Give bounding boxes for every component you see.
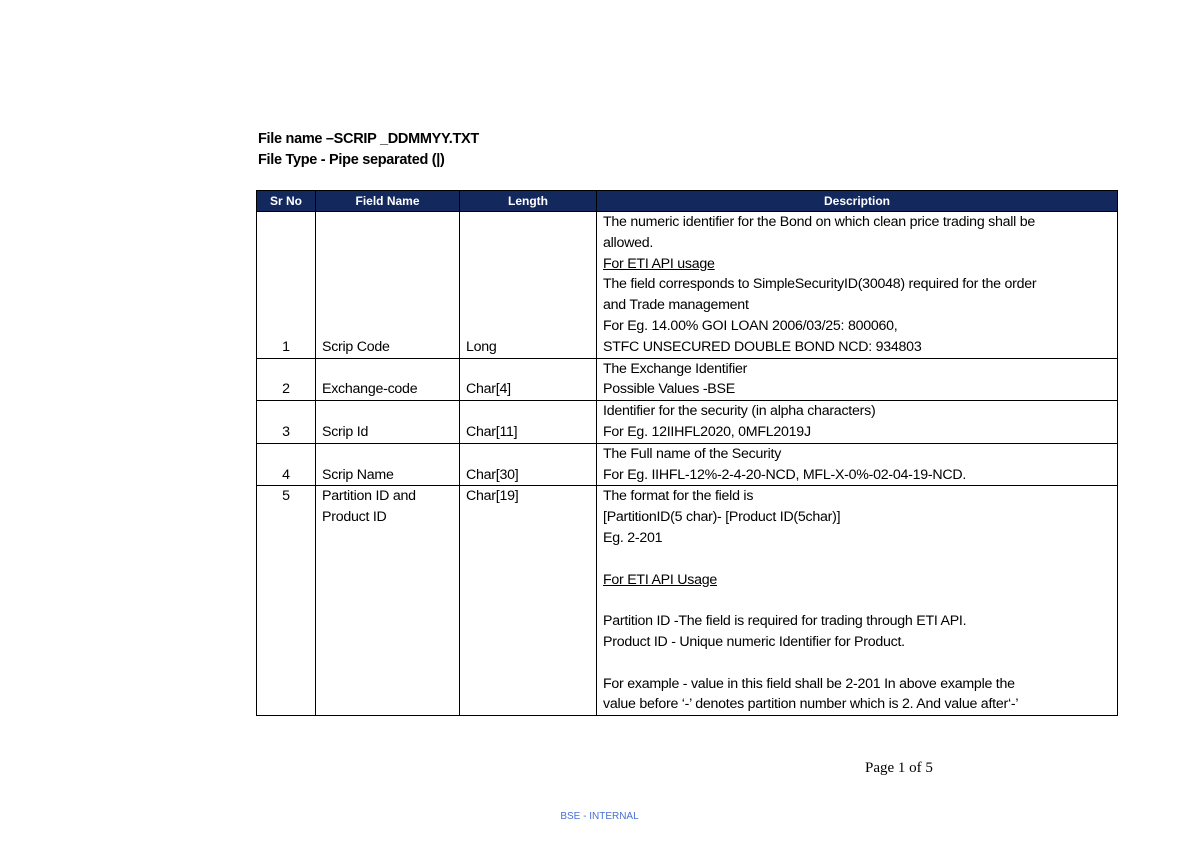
sr-no-cell: 4 [257, 443, 316, 486]
description-line: For Eg. 12IIHFL2020, 0MFL2019J [603, 423, 811, 440]
description-cell [597, 358, 1118, 401]
spacer [603, 653, 1113, 674]
table-row [257, 401, 1118, 444]
description-cell [597, 486, 1118, 716]
field-name-cell: Scrip Id [316, 401, 460, 444]
field-spec-table [256, 190, 1118, 716]
field-name-line: Partition ID and [322, 488, 416, 505]
description-cell [597, 401, 1118, 444]
page-number: Page 1 of 5 [865, 760, 933, 776]
description-line: For Eg. IIHFL-12%-2-4-20-NCD, MFL-X-0%-02-04-19-NCD. [603, 466, 967, 483]
description-line: Product ID - Unique numeric Identifier for Product. [603, 633, 905, 650]
description-cell [597, 212, 1118, 359]
description-line: allowed. [603, 234, 654, 251]
length-cell: Char[19] [460, 486, 597, 716]
field-name-line: Product ID [322, 509, 387, 526]
description-line: The numeric identifier for the Bond on which clean price trading shall be [603, 214, 1036, 230]
description-line: The field corresponds to SimpleSecurityID(30048) required for the order [603, 276, 1037, 293]
description-line: value before ‘-’ denotes partition number which is 2. And value after‘-’ [603, 696, 1019, 713]
sr-no-cell: 3 [257, 401, 316, 444]
table-row [257, 443, 1118, 486]
sr-no-cell: 1 [257, 212, 316, 359]
spacer [603, 590, 1113, 611]
length-cell: Char[11] [460, 401, 597, 444]
description-cell [597, 443, 1118, 486]
field-name-cell: Scrip Name [316, 443, 460, 486]
description-line: For example - value in this field shall be 2-201 In above example the [603, 675, 1015, 692]
description-line: The format for the field is [603, 488, 754, 505]
spacer [603, 549, 1113, 570]
field-name-cell: Scrip Code [316, 212, 460, 359]
sr-no-cell: 2 [257, 358, 316, 401]
file-type-line: File Type - Pipe separated (|) [258, 152, 445, 168]
classification-text: BSE - INTERNAL [560, 811, 639, 822]
length-cell: Char[30] [460, 443, 597, 486]
classification-label [0, 811, 1200, 822]
description-line: [PartitionID(5 char)- [Product ID(5char)] [603, 509, 841, 526]
table-row [257, 486, 1118, 716]
description-line: The Full name of the Security [603, 445, 782, 462]
length-cell: Char[4] [460, 358, 597, 401]
description-line: Identifier for the security (in alpha characters) [603, 403, 876, 420]
description-line: and Trade management [603, 297, 749, 314]
field-name-cell [316, 486, 460, 716]
table-header-row [257, 191, 1118, 212]
column-header-length: Length [460, 191, 597, 212]
description-line: Possible Values -BSE [603, 381, 735, 398]
description-line: Partition ID -The field is required for trading through ETI API. [603, 613, 967, 630]
column-header-field-name: Field Name [316, 191, 460, 212]
description-subheading: For ETI API usage [603, 255, 715, 272]
description-line: STFC UNSECURED DOUBLE BOND NCD: 934803 [603, 338, 922, 355]
sr-no-cell: 5 [257, 486, 316, 716]
length-cell: Long [460, 212, 597, 359]
description-line: Eg. 2-201 [603, 529, 663, 546]
table-row [257, 358, 1118, 401]
column-header-sr-no: Sr No [257, 191, 316, 212]
description-line: For Eg. 14.00% GOI LOAN 2006/03/25: 800060, [603, 317, 898, 334]
file-name-line: File name –SCRIP _DDMMYY.TXT [258, 131, 479, 147]
description-subheading: For ETI API Usage [603, 571, 718, 588]
table-row [257, 212, 1118, 359]
file-heading [258, 129, 479, 171]
description-line: The Exchange Identifier [603, 360, 748, 377]
column-header-description: Description [597, 191, 1118, 212]
field-name-cell: Exchange-code [316, 358, 460, 401]
